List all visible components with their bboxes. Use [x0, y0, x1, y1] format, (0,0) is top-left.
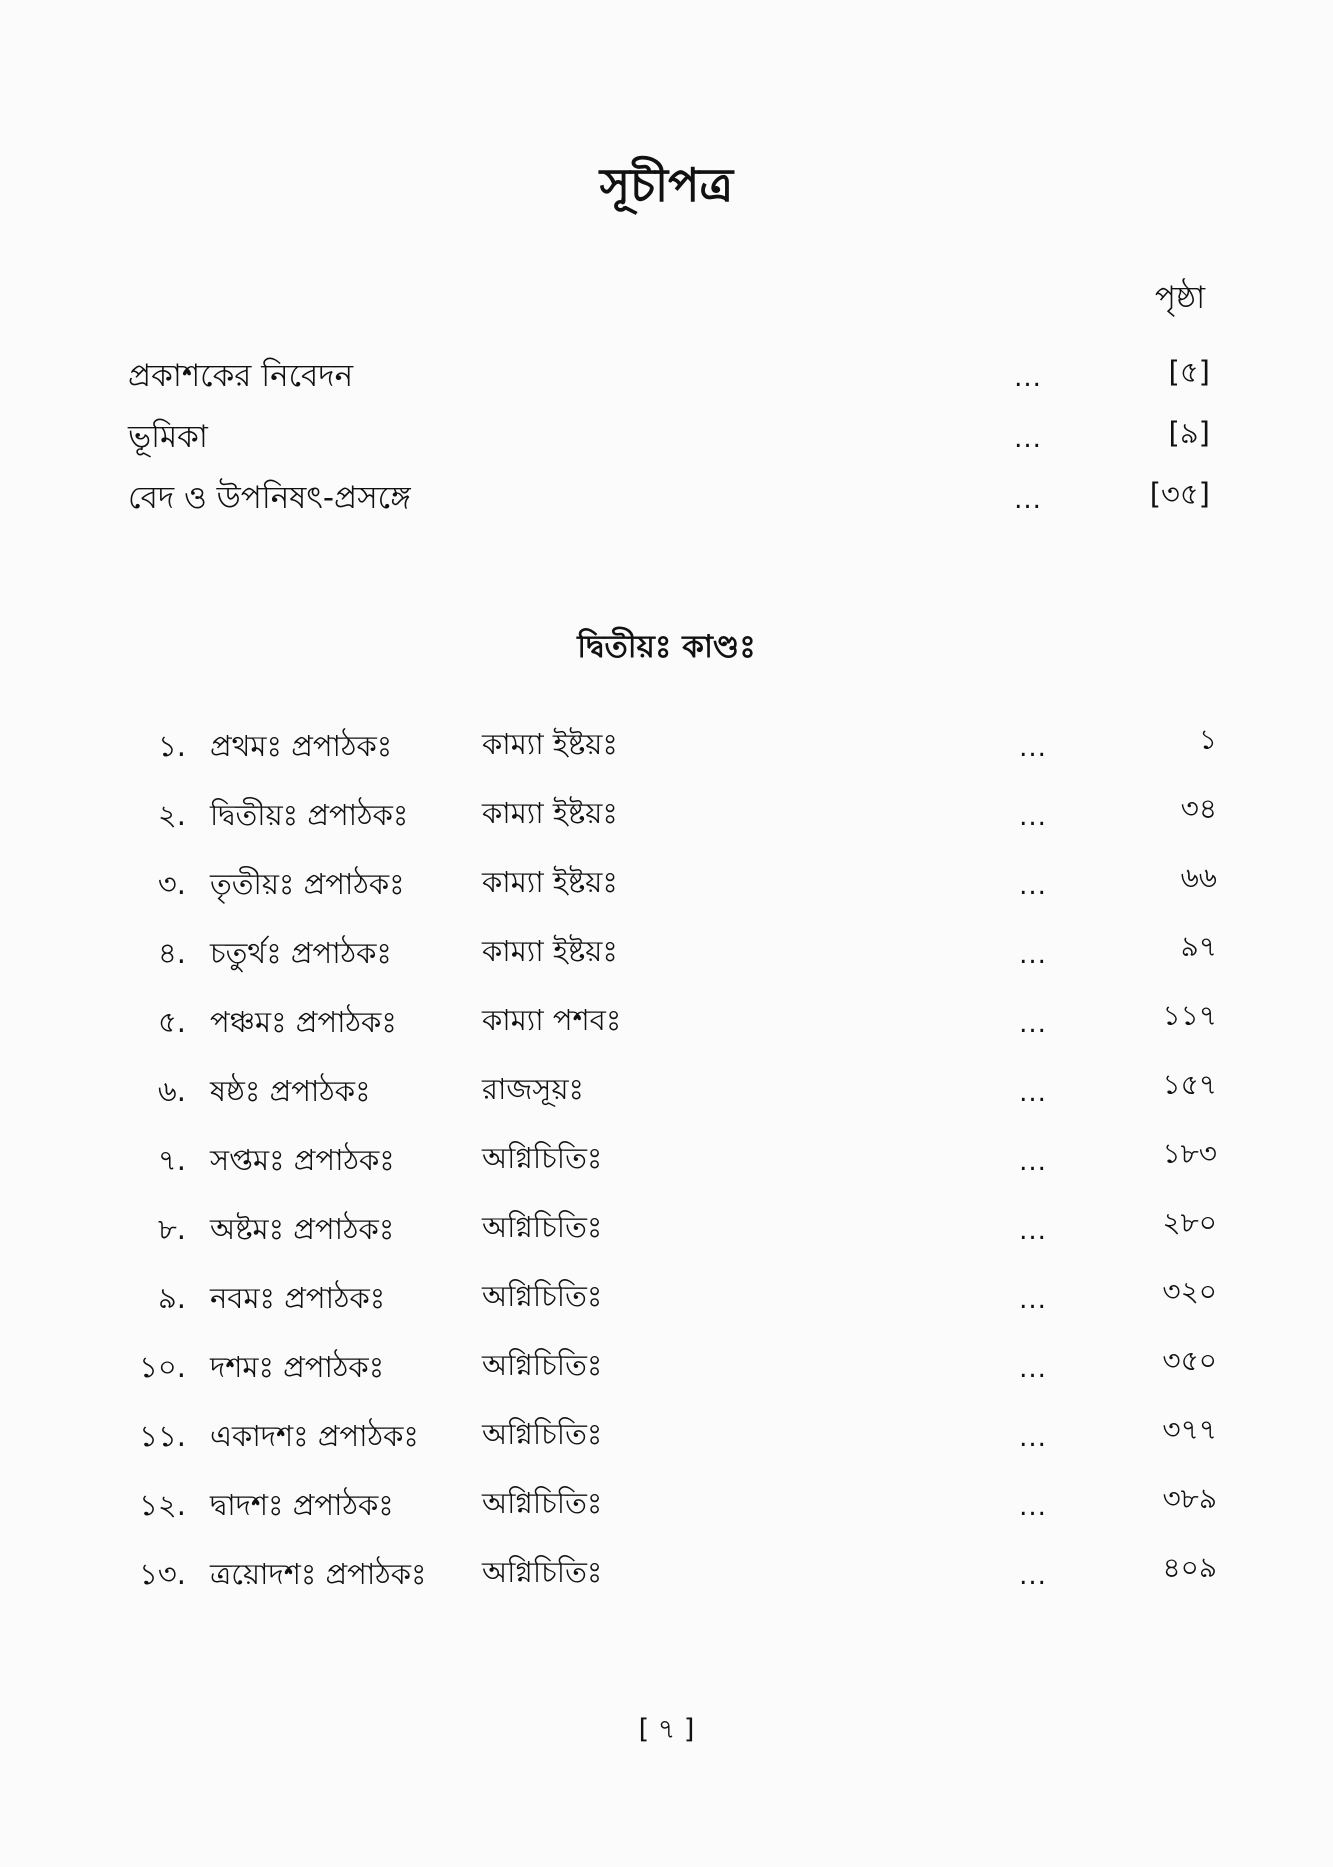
front-matter-title: বেদ ও উপনিষৎ-প্রসঙ্গে — [128, 480, 411, 516]
chapter-page: ৪০৯ — [1162, 1551, 1217, 1584]
page-column-heading: পৃষ্ঠা — [1154, 280, 1206, 316]
chapter-name: চতুর্থঃ প্রপাঠকঃ — [210, 936, 392, 970]
chapter-topic: কাম্যা পশবঃ — [482, 1003, 622, 1037]
chapter-topic: কাম্যা ইষ্টয়ঃ — [482, 865, 618, 899]
chapter-name: দ্বিতীয়ঃ প্রপাঠকঃ — [210, 798, 409, 832]
leader-dots: ... — [1019, 1423, 1047, 1453]
chapter-page: ৩২০ — [1162, 1275, 1217, 1308]
chapter-number: ৬. — [157, 1074, 186, 1108]
leader-dots: ... — [1014, 424, 1042, 454]
front-matter-title: প্রকাশকের নিবেদন — [128, 358, 354, 394]
chapter-name: সপ্তমঃ প্রপাঠকঃ — [210, 1143, 395, 1177]
page-title: সূচীপত্র — [599, 158, 734, 212]
chapter-number: ১১. — [139, 1419, 186, 1453]
chapter-row — [0, 1341, 1333, 1397]
chapter-row — [0, 720, 1333, 776]
chapter-row — [0, 1548, 1333, 1604]
chapter-number: ২. — [157, 798, 186, 832]
leader-dots: ... — [1019, 733, 1047, 763]
chapter-number: ৭. — [157, 1143, 186, 1177]
chapter-number: ৫. — [157, 1005, 186, 1039]
chapter-page: ৩৮৯ — [1162, 1482, 1217, 1515]
leader-dots: ... — [1019, 1561, 1047, 1591]
chapter-row — [0, 858, 1333, 914]
chapter-number: ৮. — [157, 1212, 186, 1246]
chapter-row — [0, 1479, 1333, 1535]
chapter-row — [0, 996, 1333, 1052]
chapter-topic: অগ্নিচিতিঃ — [482, 1417, 603, 1451]
leader-dots: ... — [1019, 1492, 1047, 1522]
chapter-topic: অগ্নিচিতিঃ — [482, 1279, 603, 1313]
chapter-page: ৩৭৭ — [1162, 1413, 1217, 1446]
chapter-topic: অগ্নিচিতিঃ — [482, 1555, 603, 1589]
leader-dots: ... — [1014, 363, 1042, 393]
chapter-name: দ্বাদশঃ প্রপাঠকঃ — [210, 1488, 394, 1522]
chapter-page: ১৮৩ — [1162, 1137, 1217, 1170]
front-matter-page: [৯] — [1168, 416, 1210, 450]
chapter-row — [0, 789, 1333, 845]
page-folio: [ ৭ ] — [638, 1714, 695, 1745]
front-matter-row — [0, 352, 1333, 402]
leader-dots: ... — [1019, 940, 1047, 970]
chapter-number: ৯. — [157, 1281, 186, 1315]
chapter-number: ৪. — [157, 936, 186, 970]
chapter-row — [0, 1272, 1333, 1328]
chapter-page: ৩৫০ — [1162, 1344, 1217, 1377]
chapter-page: ৯৭ — [1180, 930, 1217, 963]
leader-dots: ... — [1019, 1078, 1047, 1108]
chapter-name: ষষ্ঠঃ প্রপাঠকঃ — [210, 1074, 371, 1108]
chapter-name: অষ্টমঃ প্রপাঠকঃ — [210, 1212, 395, 1246]
leader-dots: ... — [1019, 1285, 1047, 1315]
chapter-number: ১২. — [139, 1488, 186, 1522]
chapter-page: ১১৭ — [1162, 999, 1217, 1032]
chapter-name: পঞ্চমঃ প্রপাঠকঃ — [210, 1005, 397, 1039]
chapter-number: ১. — [157, 729, 186, 763]
chapter-topic: অগ্নিচিতিঃ — [482, 1486, 603, 1520]
chapter-page: ৬৬ — [1180, 861, 1217, 894]
chapter-number: ৩. — [157, 867, 186, 901]
chapter-name: তৃতীয়ঃ প্রপাঠকঃ — [210, 867, 405, 901]
chapter-row — [0, 927, 1333, 983]
chapter-page: ৩৪ — [1180, 792, 1217, 825]
leader-dots: ... — [1014, 485, 1042, 515]
chapter-name: নবমঃ প্রপাঠকঃ — [210, 1281, 386, 1315]
section-heading: দ্বিতীয়ঃ কাণ্ডঃ — [577, 629, 756, 665]
chapter-row — [0, 1410, 1333, 1466]
front-matter-row — [0, 413, 1333, 463]
leader-dots: ... — [1019, 802, 1047, 832]
chapter-topic: অগ্নিচিতিঃ — [482, 1141, 603, 1175]
chapter-row — [0, 1134, 1333, 1190]
chapter-row — [0, 1065, 1333, 1121]
leader-dots: ... — [1019, 871, 1047, 901]
chapter-page: ২৮০ — [1162, 1206, 1217, 1239]
chapter-name: প্রথমঃ প্রপাঠকঃ — [210, 729, 393, 763]
chapter-topic: কাম্যা ইষ্টয়ঃ — [482, 796, 618, 830]
front-matter-row — [0, 474, 1333, 524]
leader-dots: ... — [1019, 1216, 1047, 1246]
leader-dots: ... — [1019, 1354, 1047, 1384]
chapter-topic: কাম্যা ইষ্টয়ঃ — [482, 727, 618, 761]
chapter-row — [0, 1203, 1333, 1259]
chapter-name: দশমঃ প্রপাঠকঃ — [210, 1350, 385, 1384]
chapter-number: ১৩. — [139, 1557, 186, 1591]
front-matter-title: ভূমিকা — [128, 419, 208, 455]
chapter-topic: রাজসূয়ঃ — [482, 1072, 585, 1106]
chapter-page: ১৫৭ — [1162, 1068, 1217, 1101]
chapter-topic: অগ্নিচিতিঃ — [482, 1210, 603, 1244]
front-matter-page: [৩৫] — [1149, 477, 1210, 511]
chapter-topic: কাম্যা ইষ্টয়ঃ — [482, 934, 618, 968]
leader-dots: ... — [1019, 1147, 1047, 1177]
front-matter-page: [৫] — [1168, 355, 1210, 389]
chapter-number: ১০. — [139, 1350, 186, 1384]
chapter-name: ত্রয়োদশঃ প্রপাঠকঃ — [210, 1557, 427, 1591]
leader-dots: ... — [1019, 1009, 1047, 1039]
chapter-name: একাদশঃ প্রপাঠকঃ — [210, 1419, 419, 1453]
chapter-topic: অগ্নিচিতিঃ — [482, 1348, 603, 1382]
chapter-page: ১ — [1198, 723, 1217, 756]
